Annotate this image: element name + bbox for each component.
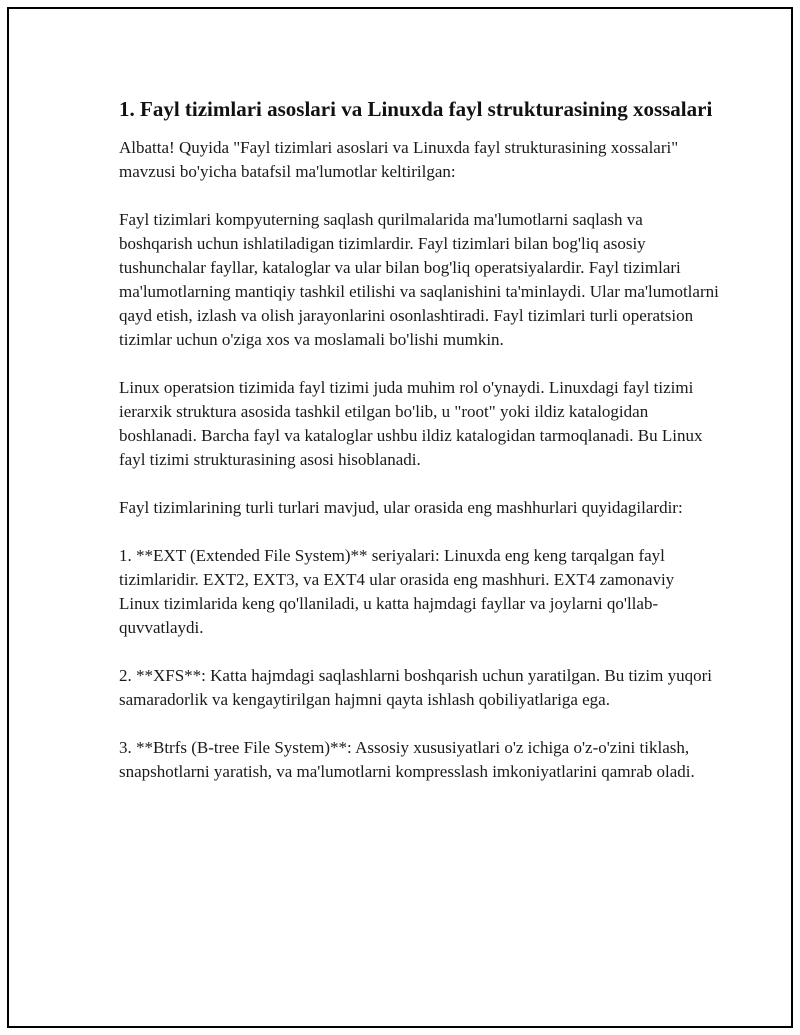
document-title: 1. Fayl tizimlari asoslari va Linuxda fayl strukturasining xossalari [119,97,713,121]
file-system-types-intro-paragraph: Fayl tizimlarining turli turlari mavjud, ular orasida eng mashhurlari quyidagilardir: [119,498,683,517]
list-item-xfs: 2. **XFS**: Katta hajmdagi saqlashlarni boshqarish uchun yaratilgan. Bu tizim yuqori samaradorlik va kengaytirilgan hajmni qayta ishlash qobiliyatlariga ega. [119,666,713,709]
linux-file-system-paragraph: Linux operatsion tizimida fayl tizimi juda muhim rol o'ynaydi. Linuxdagi fayl tizimi ierarxik struktura asosida tashkil etilgan bo'lib, u "root" yoki ildiz katalogidan boshlanadi. Barcha fayl va kataloglar ushbu ildiz katalogidan tarmoqlanadi. Bu Linux fayl tizimi strukturasining asosi hisoblanadi. [119,378,703,469]
list-item-btrfs: 3. **Btrfs (B-tree File System)**: Assosiy xususiyatlari o'z ichiga o'z-o'zini tiklash, snapshotlarni yaratish, va ma'lumotlarni kompresslash imkoniyatlarini qamrab oladi. [119,738,695,781]
list-item-ext: 1. **EXT (Extended File System)** seriyalari: Linuxda eng keng tarqalgan fayl tizimlaridir. EXT2, EXT3, va EXT4 ular orasida eng mashhuri. EXT4 zamonaviy Linux tizimlarida keng qo'llaniladi, u katta hajmdagi fayllar va joylarni qo'llab-quvvatlaydi. [119,546,675,637]
document-page [7,7,793,1028]
file-systems-definition-paragraph: Fayl tizimlari kompyuterning saqlash qurilmalarida ma'lumotlarni saqlash va boshqarish uchun ishlatiladigan tizimlardir. Fayl tizimlari bilan bog'liq asosiy tushunchalar fayllar, kataloglar va ular bilan bog'liq operatsiyalardir. Fayl tizimlari ma'lumotlarning mantiqiy tashkil etilishi va saqlanishini ta'minlaydi. Ular ma'lumotlarni qayd etish, izlash va olish jarayonlarini osonlashtiradi. Fayl tizimlari turli operatsion tizimlar uchun o'ziga xos va moslamali bo'lishi mumkin. [119,210,719,349]
document-body [119,94,719,808]
intro-paragraph: Albatta! Quyida "Fayl tizimlari asoslari va Linuxda fayl strukturasining xossalari" mavzusi bo'yicha batafsil ma'lumotlar keltirilgan: [119,138,679,181]
